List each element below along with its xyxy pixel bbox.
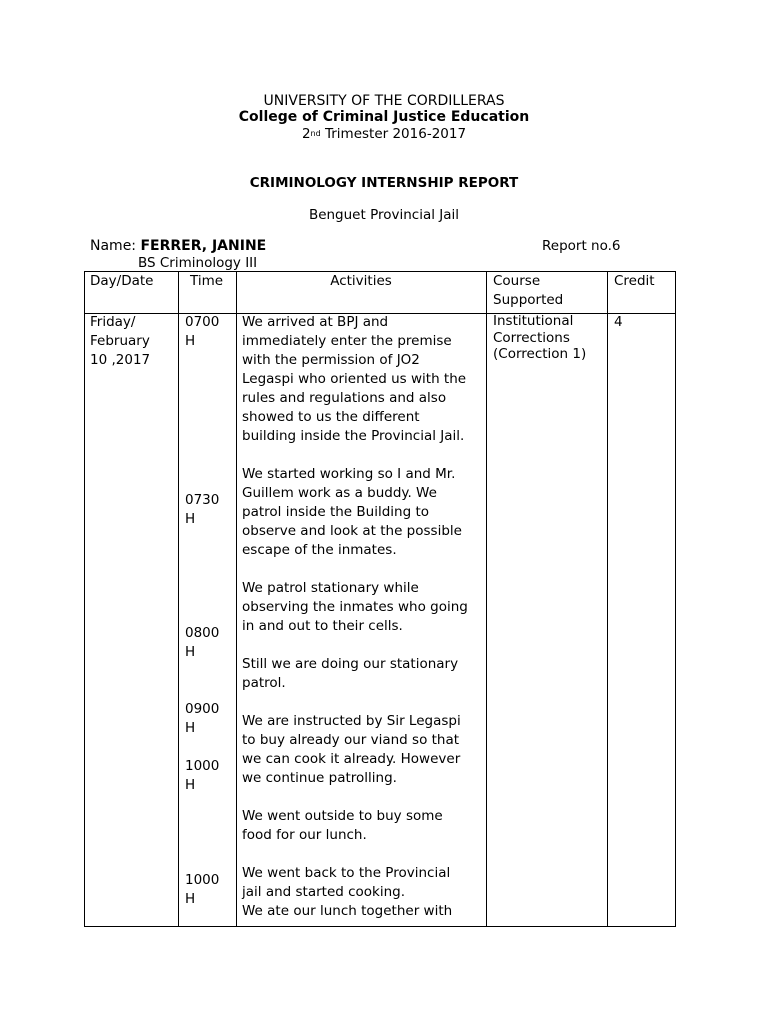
activity-entry: Still we are doing our stationary patrol. <box>242 656 459 691</box>
report-location: Benguet Provincial Jail <box>308 207 460 223</box>
name-line <box>90 238 266 255</box>
column-border <box>607 271 608 927</box>
activity-entry: We are instructed by Sir Legaspi to buy already our viand so that we can cook it already. However we continue patrolling. <box>242 713 461 786</box>
activity-entry: We went outside to buy some food for our lunch. <box>242 808 443 843</box>
time-entry: 0730 H <box>185 492 220 527</box>
student-name: FERRER, JANINE <box>140 238 267 254</box>
header-day-date: Day/Date <box>90 273 154 289</box>
column-border <box>178 271 179 927</box>
activity-entry: We went back to the Provincial jail and started cooking. We ate our lunch together with <box>242 865 453 919</box>
header-time: Time <box>190 273 224 289</box>
column-border <box>486 271 487 927</box>
trimester-number: 2 <box>301 126 311 142</box>
report-title: CRIMINOLOGY INTERNSHIP REPORT <box>249 175 519 191</box>
column-border <box>236 271 237 927</box>
column-border <box>675 271 676 927</box>
header-course-supported: Course Supported <box>493 273 564 308</box>
table-bottom-border <box>84 926 676 927</box>
university-name: UNIVERSITY OF THE CORDILLERAS <box>263 93 505 109</box>
report-number: Report no.6 <box>542 238 621 254</box>
time-entry: 0900 H <box>185 701 220 736</box>
time-entry: 0800 H <box>185 625 220 660</box>
header-activities: Activities <box>330 273 392 289</box>
row-course-supported: Institutional Corrections (Correction 1) <box>493 313 587 362</box>
college-name: College of Criminal Justice Education <box>238 109 530 125</box>
row-date: Friday/ February 10 ,2017 <box>90 314 151 368</box>
row-credit: 4 <box>614 314 623 330</box>
name-label: Name: <box>90 238 141 254</box>
trimester-years: Trimester 2016-2017 <box>320 126 467 142</box>
activity-table <box>84 271 676 927</box>
activity-entry: We arrived at BPJ and immediately enter the premise with the permission of JO2 Legaspi who oriented us with the rules and regulations and also showed to us the different building inside the Provincial Jail. <box>242 314 467 444</box>
activity-entry: We patrol stationary while observing the inmates who going in and out to their cells. <box>242 580 468 634</box>
header-credit: Credit <box>614 273 655 289</box>
student-course: BS Criminology III <box>138 255 258 271</box>
time-entry: 0700 H <box>185 314 220 349</box>
time-entry: 1000 H <box>185 758 220 793</box>
time-entry: 1000 H <box>185 872 220 907</box>
trimester <box>0 126 768 143</box>
activity-entry: We started working so I and Mr. Guillem work as a buddy. We patrol inside the Building to observe and look at the possible escape of the inmates. <box>242 466 462 558</box>
trimester-suffix: nd <box>310 129 321 138</box>
column-border <box>84 271 85 927</box>
